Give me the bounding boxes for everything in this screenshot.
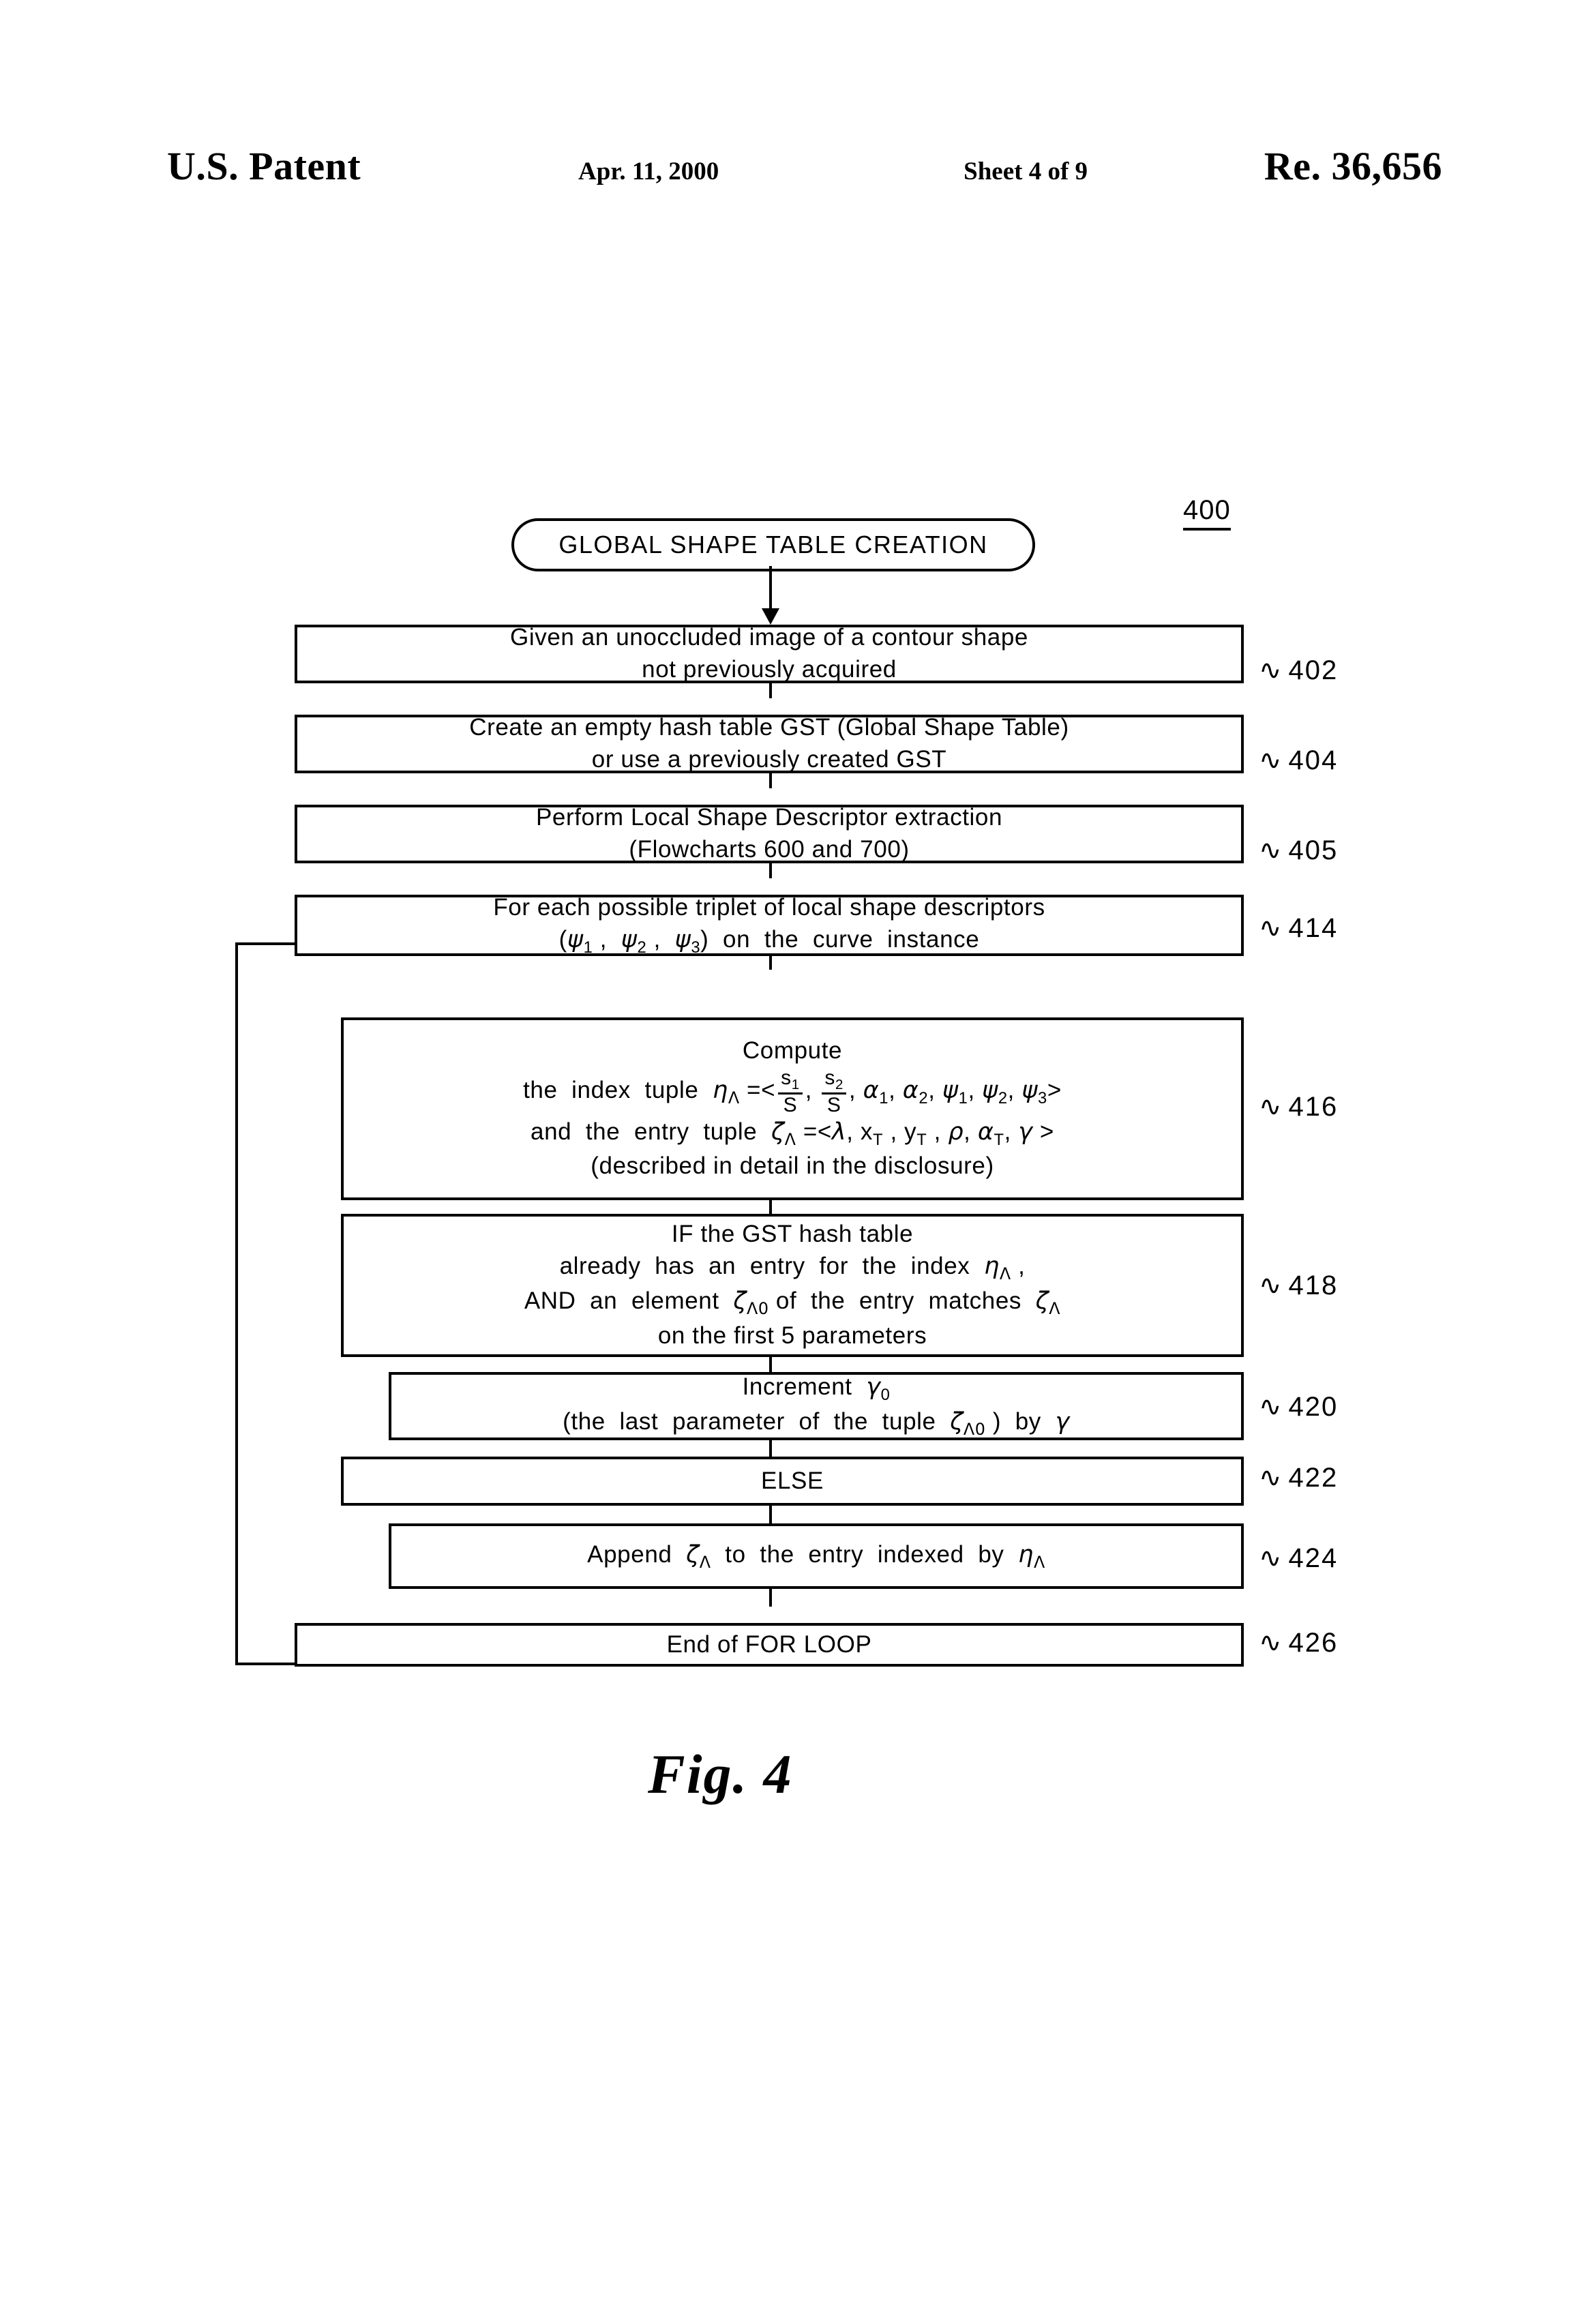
- connector-line: [769, 1440, 772, 1457]
- patent-number: Re. 36,656: [1264, 144, 1442, 188]
- squiggle-icon: ∿: [1259, 1463, 1283, 1493]
- process-box-416-line-2: the index tuple $\eta_\Lambda$ =< $\frac{s_1}{S}$ , $\frac{s_2}{S}$ , $\alpha_1$, $\alpha_2$, $\psi_1$, $\psi_2$, $\psi_3>$: [523, 1066, 1062, 1117]
- process-box-422: [341, 1457, 1244, 1506]
- process-box-405-line-1: Perform Local Shape Descriptor extraction: [535, 804, 1003, 831]
- process-box-420-line-2: (the last parameter of the tuple $\zeta_{\Lambda 0}$ ) by γ: [563, 1408, 1070, 1439]
- patent-date: Apr. 11, 2000: [578, 158, 719, 185]
- reference-numeral-402: ∿ 402: [1259, 655, 1339, 685]
- reference-numeral-418: ∿ 418: [1259, 1270, 1339, 1300]
- process-box-414-line-2: ($\psi_1$ , $\psi_2$ , $\psi_3$) on the curve instance: [558, 926, 980, 957]
- process-box-424: [389, 1523, 1244, 1589]
- reference-numeral-404: ∿ 404: [1259, 745, 1339, 775]
- decision-box-418-line-3: AND an element $\zeta_{\Lambda 0}$ of the entry matches $\zeta_\Lambda$: [524, 1287, 1061, 1318]
- decision-box-418-line-1: IF the GST hash table: [671, 1221, 914, 1248]
- reference-numeral-424: ∿ 424: [1259, 1543, 1339, 1573]
- process-box-404-line-2: or use a previously created GST: [591, 746, 947, 773]
- reference-numeral-420: ∿ 420: [1259, 1392, 1339, 1422]
- connector-line: [769, 1357, 772, 1372]
- process-box-402: [295, 625, 1244, 683]
- connector-line: [769, 1199, 772, 1214]
- squiggle-icon: ∿: [1259, 1628, 1283, 1658]
- squiggle-icon: ∿: [1259, 1543, 1283, 1573]
- process-box-416-line-3: and the entry tuple $\zeta_\Lambda =<\lambda$, $x_T$ , $y_T$ , ρ, $\alpha_T$, γ >: [531, 1118, 1054, 1149]
- process-box-414: [295, 895, 1244, 956]
- process-box-404-line-1: Create an empty hash table GST (Global Shape Table): [469, 714, 1069, 741]
- process-box-405-line-2: (Flowcharts 600 and 700): [629, 836, 910, 863]
- squiggle-icon: ∿: [1259, 1092, 1283, 1122]
- decision-box-418-line-2: already has an entry for the index $\eta_\Lambda$ ,: [559, 1253, 1026, 1284]
- connector-line: [769, 1506, 772, 1523]
- figure-caption: Fig. 4: [648, 1743, 793, 1805]
- sheet-number: Sheet 4 of 9: [964, 158, 1088, 185]
- loop-back-connector: [235, 942, 297, 1665]
- process-box-416-line-1: Compute: [742, 1037, 843, 1064]
- process-box-424-line-1: Append $\zeta_\Lambda$ to the entry indexed by $\eta_\Lambda$: [587, 1540, 1045, 1572]
- process-box-416: [341, 1017, 1244, 1200]
- process-box-426-line-1: End of FOR LOOP: [666, 1630, 872, 1658]
- process-box-426: [295, 1623, 1244, 1667]
- process-box-420: [389, 1372, 1244, 1440]
- process-box-420-line-1: Increment $\gamma_0$: [742, 1373, 891, 1405]
- squiggle-icon: ∿: [1259, 655, 1283, 685]
- patent-office-label: U.S. Patent: [167, 144, 361, 188]
- process-box-422-line-1: ELSE: [761, 1467, 824, 1494]
- process-box-404: [295, 715, 1244, 773]
- squiggle-icon: ∿: [1259, 745, 1283, 775]
- reference-numeral-414: ∿ 414: [1259, 913, 1339, 943]
- process-box-405: [295, 805, 1244, 863]
- squiggle-icon: ∿: [1259, 1392, 1283, 1422]
- process-box-416-line-4: (described in detail in the disclosure): [591, 1152, 994, 1180]
- reference-numeral-426: ∿ 426: [1259, 1628, 1339, 1658]
- process-box-402-line-1: Given an unoccluded image of a contour shape: [510, 624, 1028, 651]
- decision-box-418-line-4: on the first 5 parameters: [657, 1322, 927, 1349]
- flowchart-terminator-start: GLOBAL SHAPE TABLE CREATION: [511, 518, 1035, 571]
- decision-box-418: [341, 1214, 1244, 1357]
- process-box-414-line-1: For each possible triplet of local shape descriptors: [493, 894, 1045, 921]
- squiggle-icon: ∿: [1259, 1270, 1283, 1300]
- connector-line: [769, 1589, 772, 1607]
- figure-reference-400: 400: [1183, 495, 1231, 531]
- reference-numeral-422: ∿ 422: [1259, 1463, 1339, 1493]
- reference-numeral-416: ∿ 416: [1259, 1092, 1339, 1122]
- squiggle-icon: ∿: [1259, 913, 1283, 943]
- squiggle-icon: ∿: [1259, 835, 1283, 865]
- reference-numeral-405: ∿ 405: [1259, 835, 1339, 865]
- process-box-402-line-2: not previously acquired: [642, 656, 897, 683]
